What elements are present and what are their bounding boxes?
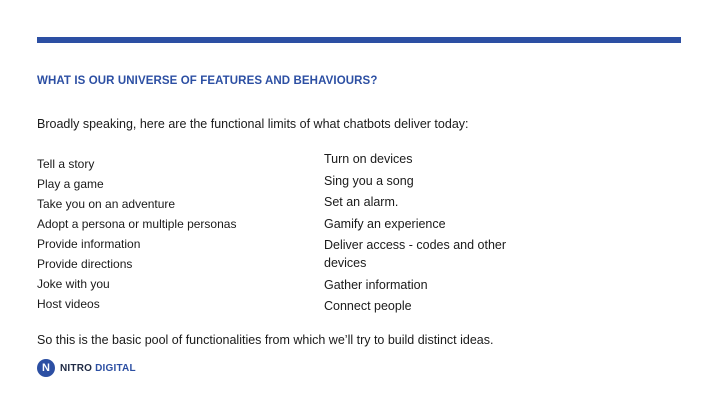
- intro-text: Broadly speaking, here are the functional limits of what chatbots deliver today:: [37, 117, 469, 131]
- logo-word-digital: DIGITAL: [95, 362, 136, 374]
- features-list-right: [324, 150, 534, 319]
- list-item: Sing you a song: [324, 173, 414, 188]
- company-logo: [37, 359, 136, 377]
- logo-word-nitro: NITRO: [60, 362, 93, 374]
- logo-wordmark: [60, 363, 136, 374]
- list-item: Tell a story: [37, 157, 95, 171]
- top-accent-bar: [37, 37, 681, 43]
- features-list-left: [37, 154, 236, 314]
- list-item: Gamify an experience: [324, 216, 446, 231]
- list-item: Take you on an adventure: [37, 197, 176, 211]
- list-item: Host videos: [37, 297, 100, 311]
- closing-text: So this is the basic pool of functionalities from which we’ll try to build distinct ideas.: [37, 333, 494, 347]
- list-item: Joke with you: [37, 277, 110, 291]
- slide-heading: WHAT IS OUR UNIVERSE OF FEATURES AND BEHAVIOURS?: [37, 75, 378, 87]
- list-item: Adopt a persona or multiple personas: [37, 217, 237, 231]
- list-item: Set an alarm.: [324, 195, 399, 209]
- list-item: Connect people: [324, 299, 412, 313]
- list-item: Turn on devices: [324, 152, 413, 166]
- list-item: Deliver access - codes and other devices: [324, 238, 507, 270]
- list-item: Play a game: [37, 177, 104, 191]
- list-item: Provide directions: [37, 257, 133, 271]
- list-item: Gather information: [324, 277, 428, 292]
- logo-mark-icon: N: [37, 359, 55, 377]
- list-item: Provide information: [37, 237, 141, 251]
